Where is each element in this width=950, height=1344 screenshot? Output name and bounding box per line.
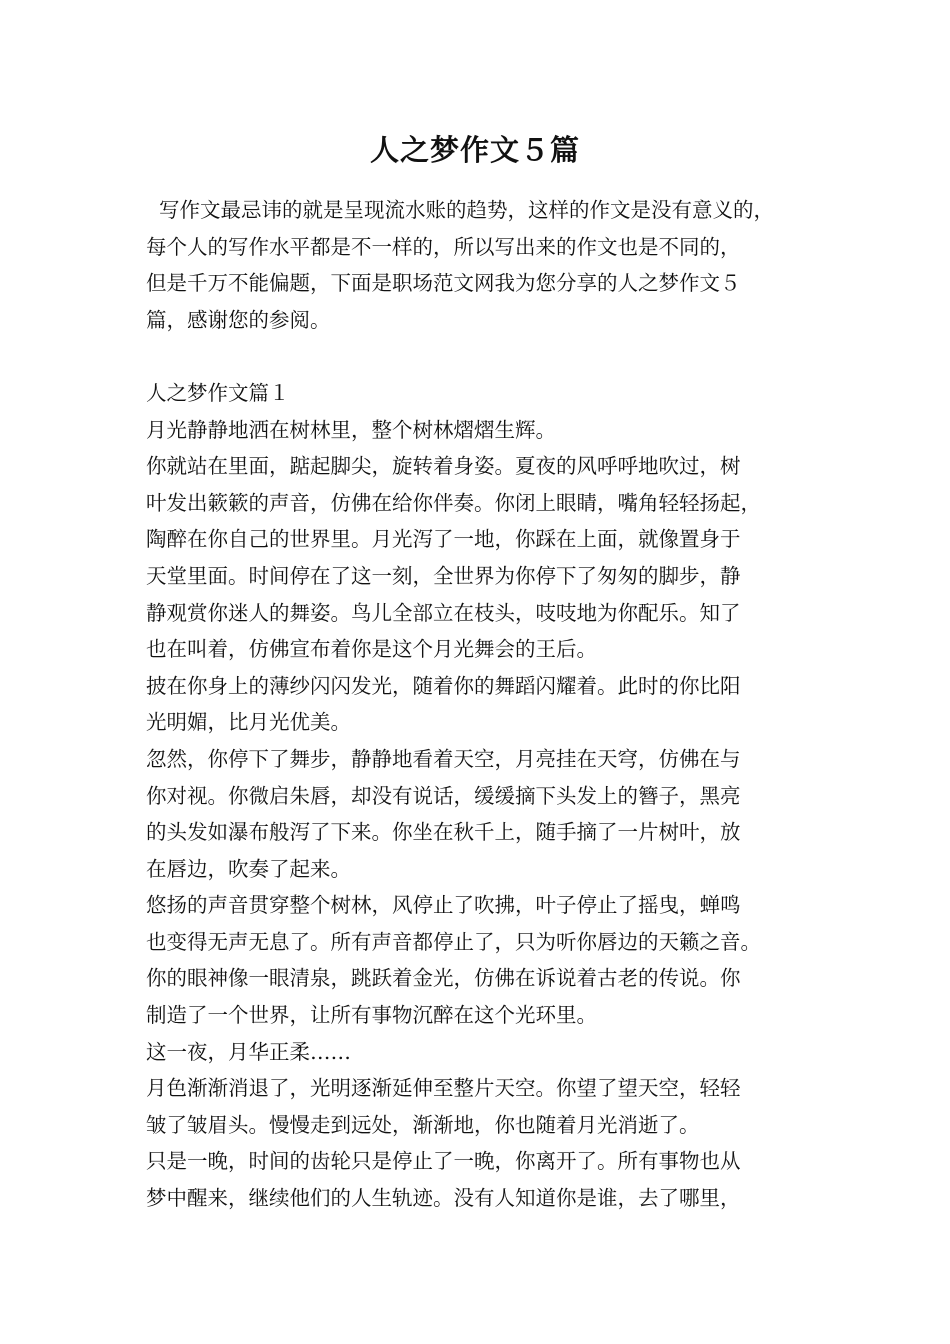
body-line: 陶醉在你自己的世界里。月光泻了一地，你踩在上面，就像置身于 <box>146 527 741 552</box>
body-line: 也变得无声无息了。所有声音都停止了，只为听你唇边的天籁之音。 <box>146 929 761 954</box>
body-line: 叶发出簌簌的声音，仿佛在给你伴奏。你闭上眼睛，嘴角轻轻扬起， <box>146 490 761 515</box>
body-line: 你就站在里面，踮起脚尖，旋转着身姿。夏夜的风呼呼地吹过，树 <box>146 454 741 479</box>
body-line: 月色渐渐消退了，光明逐渐延伸至整片天空。你望了望天空，轻轻 <box>146 1076 741 1101</box>
paragraph-gap <box>146 338 826 375</box>
body-line: 制造了一个世界，让所有事物沉醉在这个光环里。 <box>146 1003 597 1028</box>
body-line: 天堂里面。时间停在了这一刻，全世界为你停下了匆匆的脚步，静 <box>146 563 741 588</box>
document-title: 人之梦作文５篇 <box>369 133 580 167</box>
body-line: 的头发如瀑布般泻了下来。你坐在秋千上，随手摘了一片树叶，放 <box>146 820 741 845</box>
body-line: 静观赏你迷人的舞姿。鸟儿全部立在枝头，吱吱地为你配乐。知了 <box>146 600 741 625</box>
body-line: 你对视。你微启朱唇，却没有说话，缓缓摘下头发上的簪子，黑亮 <box>146 783 741 808</box>
intro-line: 篇，感谢您的参阅。 <box>146 307 331 332</box>
body-line: 悠扬的声音贯穿整个树林，风停止了吹拂，叶子停止了摇曳，蝉鸣 <box>146 893 741 918</box>
section-heading: 人之梦作文篇１ <box>146 380 290 405</box>
body-line: 在唇边，吹奏了起来。 <box>146 856 351 881</box>
intro-line: 每个人的写作水平都是不一样的，所以写出来的作文也是不同的， <box>146 234 741 259</box>
body-line: 也在叫着，仿佛宣布着你是这个月光舞会的王后。 <box>146 637 597 662</box>
body-line: 梦中醒来，继续他们的人生轨迹。没有人知道你是谁，去了哪里， <box>146 1186 741 1211</box>
intro-line: 写作文最忌讳的就是呈现流水账的趋势，这样的作文是没有意义的， <box>146 198 775 222</box>
body-line: 皱了皱眉头。慢慢走到远处，渐渐地，你也随着月光消逝了。 <box>146 1112 700 1137</box>
body-line: 披在你身上的薄纱闪闪发光，随着你的舞蹈闪耀着。此时的你比阳 <box>146 673 741 698</box>
body-line: 月光静静地洒在树林里，整个树林熠熠生辉。 <box>146 417 556 442</box>
body-line: 光明媚，比月光优美。 <box>146 710 351 735</box>
document-body <box>146 192 826 1217</box>
body-line: 这一夜，月华正柔…… <box>146 1039 351 1064</box>
intro-line: 但是千万不能偏题，下面是职场范文网我为您分享的人之梦作文５ <box>146 271 741 296</box>
body-line: 你的眼神像一眼清泉，跳跃着金光，仿佛在诉说着古老的传说。你 <box>146 966 741 991</box>
body-line: 只是一晚，时间的齿轮只是停止了一晚，你离开了。所有事物也从 <box>146 1149 741 1174</box>
body-line: 忽然，你停下了舞步，静静地看着天空，月亮挂在天穹，仿佛在与 <box>146 746 741 771</box>
